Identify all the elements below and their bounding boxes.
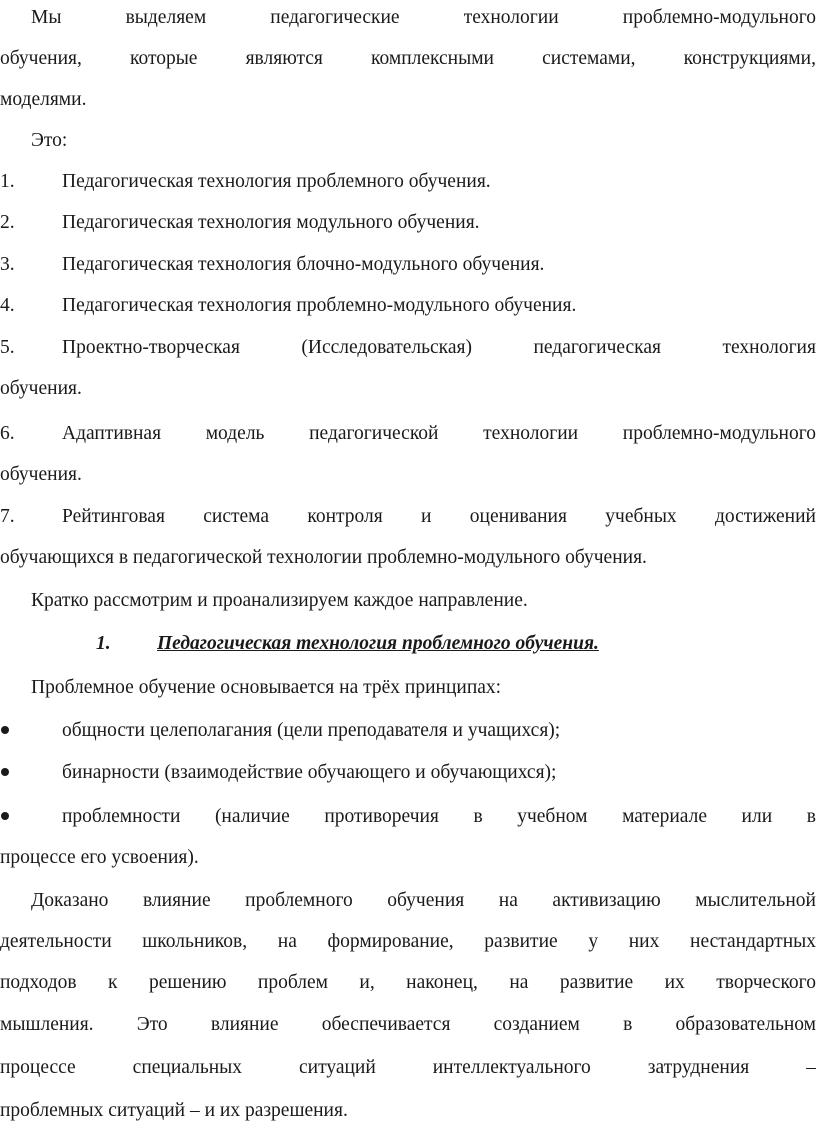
word: творческого xyxy=(716,972,816,993)
list-text: обучающихся в педагогической технологии проблемно-модульного обучения. xyxy=(0,547,647,568)
conclusion-line-3-words xyxy=(0,962,816,1003)
word: формирование, xyxy=(327,931,454,952)
word: школьников, xyxy=(142,931,248,952)
word: нестандартных xyxy=(690,931,816,952)
word: мышления. xyxy=(0,1014,94,1035)
list-text: обучения. xyxy=(0,464,82,485)
list-item-continuation xyxy=(0,454,816,495)
section-heading-number: 1. xyxy=(96,633,111,654)
conclusion-line-5 xyxy=(0,1047,816,1088)
list-number: 4. xyxy=(0,295,15,316)
word: которые xyxy=(129,48,198,69)
list-text-words xyxy=(62,496,816,537)
word: система xyxy=(203,506,270,527)
word: Доказано xyxy=(31,890,109,911)
bullet-item xyxy=(0,752,816,793)
word: системами, xyxy=(542,48,636,69)
conclusion-line-5-words xyxy=(0,1047,816,1088)
word: в xyxy=(806,806,816,827)
conclusion-line-1 xyxy=(0,880,816,921)
list-text-words xyxy=(62,327,816,368)
conclusion-line-4 xyxy=(0,1004,816,1045)
word: педагогическая xyxy=(533,337,661,358)
bullet-item-continuation xyxy=(0,837,816,878)
word: – xyxy=(806,1057,816,1078)
list-item-continuation xyxy=(0,537,816,578)
list-number: 5. xyxy=(0,337,15,358)
intro-line-1-words xyxy=(31,0,816,38)
word: или xyxy=(741,806,773,827)
word: проблем xyxy=(257,972,328,993)
conclusion-line-1-words xyxy=(31,880,816,921)
list-item xyxy=(0,413,816,454)
list-number: 3. xyxy=(0,254,15,275)
word: у xyxy=(588,931,599,952)
word: учебных xyxy=(605,506,677,527)
word: активизацию xyxy=(552,890,661,911)
brief-review-line xyxy=(0,580,816,621)
section-heading xyxy=(0,623,816,664)
list-text: Педагогическая технология проблемного обучения. xyxy=(62,171,491,192)
word: (Исследовательская) xyxy=(301,337,472,358)
list-number: 7. xyxy=(0,506,15,527)
word: на xyxy=(498,890,518,911)
word: ситуаций xyxy=(298,1057,376,1078)
list-item xyxy=(0,496,816,537)
bullet-icon xyxy=(1,752,9,793)
word: технология xyxy=(722,337,816,358)
word: модель xyxy=(205,423,265,444)
list-number: 6. xyxy=(0,423,15,444)
word: Адаптивная xyxy=(62,423,162,444)
principles-intro-line xyxy=(0,667,816,708)
conclusion-line-4-words xyxy=(0,1004,816,1045)
intro-line-3-text: моделями. xyxy=(0,89,87,110)
list-text-words xyxy=(62,413,816,454)
intro-line-2 xyxy=(0,38,816,79)
word: к xyxy=(108,972,118,993)
list-text: Педагогическая технология блочно-модульного обучения. xyxy=(62,254,545,275)
word: обучения, xyxy=(0,48,82,69)
principles-intro-text: Проблемное обучение основывается на трёх принципах: xyxy=(31,677,502,698)
brief-review-text: Кратко рассмотрим и проанализируем каждое направление. xyxy=(31,590,528,611)
list-number: 1. xyxy=(0,171,15,192)
section-heading-title: Педагогическая технология проблемного обучения. xyxy=(157,633,599,654)
conclusion-line-3 xyxy=(0,962,816,1003)
word: их xyxy=(664,972,685,993)
list-item xyxy=(0,327,816,368)
word: контроля xyxy=(307,506,383,527)
bullet-item xyxy=(0,710,816,751)
word: развитие xyxy=(559,972,634,993)
word: обеспечивается xyxy=(321,1014,451,1035)
word: проблемного xyxy=(245,890,353,911)
word: них xyxy=(628,931,660,952)
word: и, xyxy=(359,972,375,993)
word: достижений xyxy=(715,506,816,527)
bullet-text: бинарности (взаимодействие обучающего и обучающихся); xyxy=(62,762,557,783)
conclusion-line-6-text: проблемных ситуаций – и их разрешения. xyxy=(0,1100,348,1121)
word: затруднения xyxy=(647,1057,750,1078)
word: Это xyxy=(136,1014,168,1035)
word: являются xyxy=(245,48,323,69)
word: учебном xyxy=(517,806,588,827)
word: педагогические xyxy=(270,7,400,28)
word: Рейтинговая xyxy=(62,506,165,527)
bullet-icon xyxy=(1,796,9,837)
list-text: обучения. xyxy=(0,378,82,399)
word: комплексными xyxy=(371,48,494,69)
bullet-text: процессе его усвоения). xyxy=(0,847,199,868)
word: проблемности xyxy=(62,806,181,827)
list-item-continuation xyxy=(0,368,816,409)
intro-line-1 xyxy=(0,0,816,38)
conclusion-line-2-words xyxy=(0,921,816,962)
word: на xyxy=(509,972,529,993)
word: материале xyxy=(622,806,707,827)
word: (наличие xyxy=(214,806,290,827)
word: образовательном xyxy=(675,1014,816,1035)
word: технологии xyxy=(463,7,559,28)
word: выделяем xyxy=(125,7,207,28)
list-item xyxy=(0,161,816,202)
bullet-text-words xyxy=(62,796,816,837)
conclusion-line-6 xyxy=(0,1090,816,1131)
intro-line-2-words xyxy=(0,38,816,79)
word: конструкциями, xyxy=(683,48,816,69)
word: влияние xyxy=(210,1014,279,1035)
word: проблемно-модульного xyxy=(622,7,816,28)
list-item xyxy=(0,244,816,285)
word: процессе xyxy=(0,1057,76,1078)
word: технологии xyxy=(483,423,579,444)
word: и xyxy=(421,506,432,527)
word: специальных xyxy=(132,1057,243,1078)
word: решению xyxy=(148,972,227,993)
bullet-icon xyxy=(1,710,9,751)
this-label-line xyxy=(0,120,816,161)
word: созданием xyxy=(493,1014,580,1035)
word: влияние xyxy=(142,890,211,911)
word: проблемно-модульного xyxy=(622,423,816,444)
word: развитие xyxy=(484,931,558,952)
word: в xyxy=(623,1014,633,1035)
bullet-text: общности целеполагания (цели преподавателя и учащихся); xyxy=(62,720,561,741)
word: Проектно-творческая xyxy=(62,337,240,358)
list-number: 2. xyxy=(0,212,15,233)
word: обучения xyxy=(387,890,465,911)
bullet-item xyxy=(0,796,816,837)
this-label: Это: xyxy=(31,130,68,151)
word: на xyxy=(277,931,297,952)
list-item xyxy=(0,285,816,326)
list-text: Педагогическая технология модульного обучения. xyxy=(62,212,480,233)
list-text: Педагогическая технология проблемно-модульного обучения. xyxy=(62,295,577,316)
list-item xyxy=(0,202,816,243)
word: педагогической xyxy=(309,423,439,444)
word: Мы xyxy=(31,7,62,28)
word: подходов xyxy=(0,972,77,993)
word: деятельности xyxy=(0,931,112,952)
word: оценивания xyxy=(469,506,567,527)
word: мыслительной xyxy=(695,890,816,911)
word: в xyxy=(473,806,483,827)
word: наконец, xyxy=(406,972,478,993)
conclusion-line-2 xyxy=(0,921,816,962)
intro-line-3 xyxy=(0,79,816,120)
word: интеллектуального xyxy=(432,1057,591,1078)
word: противоречия xyxy=(324,806,439,827)
